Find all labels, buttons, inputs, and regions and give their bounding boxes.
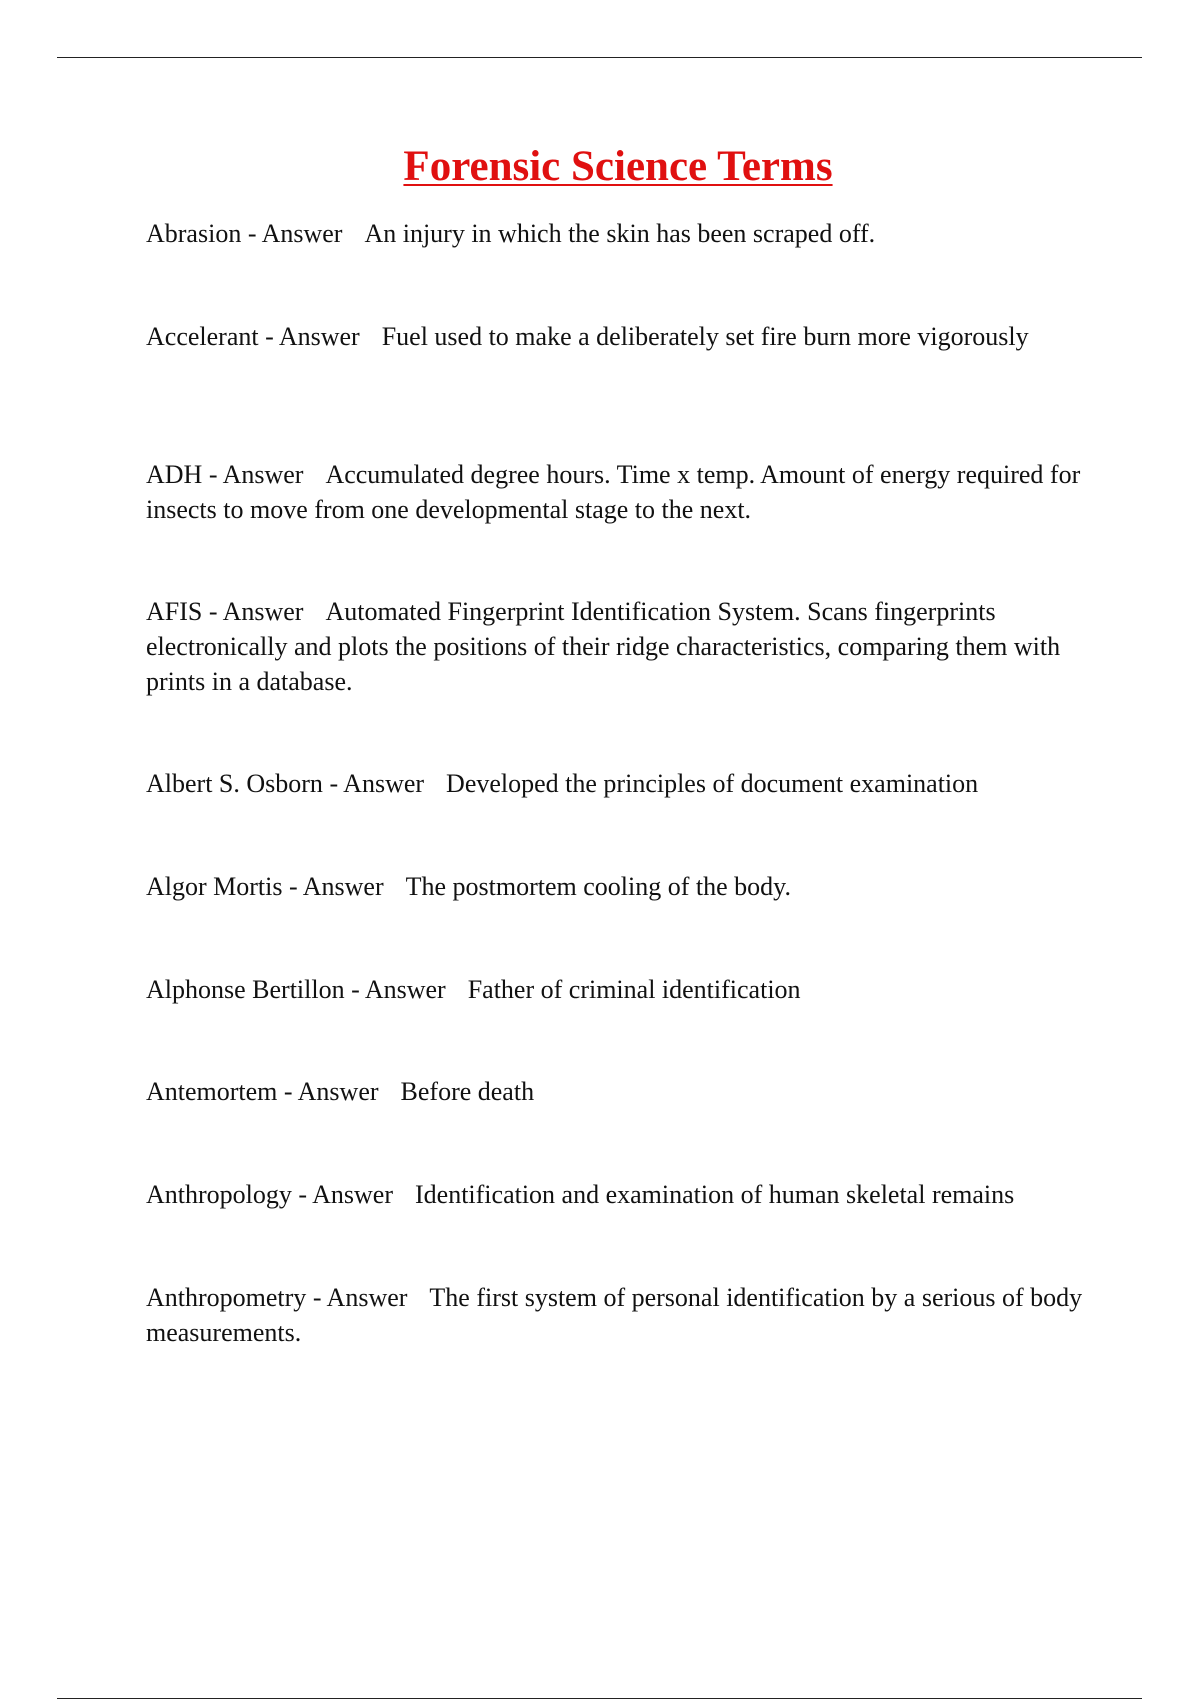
answer-label: Answer xyxy=(343,769,425,798)
answer-label: Answer xyxy=(222,597,304,626)
answer-label: Answer xyxy=(222,460,304,489)
definition: The postmortem cooling of the body. xyxy=(405,872,791,901)
definition: The first system of personal identification by a serious of body measurements. xyxy=(146,1283,1083,1347)
term: Alphonse Bertillon xyxy=(146,975,345,1004)
term: ADH xyxy=(146,460,203,489)
term-entry: AFIS - Answer Automated Fingerprint Identification System. Scans fingerprints electronically and plots the positions of their ridge characteristics, comparing them with prints in a database. xyxy=(146,597,1061,696)
term-entry: Abrasion - Answer An injury in which the skin has been scraped off. xyxy=(146,219,876,248)
term: Accelerant xyxy=(146,322,259,351)
answer-label: Answer xyxy=(302,872,384,901)
definition: Fuel used to make a deliberately set fire burn more vigorously xyxy=(381,322,1029,351)
term: Anthropology xyxy=(146,1180,292,1209)
answer-label: Answer xyxy=(297,1077,379,1106)
term-entry: Accelerant - Answer Fuel used to make a deliberately set fire burn more vigorously xyxy=(146,322,1029,351)
term: Antemortem xyxy=(146,1077,278,1106)
term-entry: Antemortem - Answer Before death xyxy=(146,1077,535,1106)
term: Anthropometry xyxy=(146,1283,307,1312)
definition: Before death xyxy=(400,1077,535,1106)
answer-label: Answer xyxy=(326,1283,408,1312)
definition: An injury in which the skin has been scraped off. xyxy=(364,219,876,248)
answer-label: Answer xyxy=(364,975,446,1004)
term-entry: Albert S. Osborn - Answer Developed the principles of document examination xyxy=(146,769,979,798)
term: AFIS xyxy=(146,597,203,626)
term-entry: Alphonse Bertillon - Answer Father of criminal identification xyxy=(146,975,801,1004)
header-divider xyxy=(57,57,1142,58)
term-entry: Anthropometry - Answer The first system of personal identification by a serious of body measurements. xyxy=(146,1283,1083,1347)
term: Albert S. Osborn xyxy=(146,769,323,798)
footer-divider xyxy=(57,1698,1142,1699)
term-entry: Algor Mortis - Answer The postmortem cooling of the body. xyxy=(146,872,791,901)
term: Algor Mortis xyxy=(146,872,283,901)
definition: Developed the principles of document examination xyxy=(446,769,979,798)
term-entry: Anthropology - Answer Identification and examination of human skeletal remains xyxy=(146,1180,1015,1209)
definition: Automated Fingerprint Identification System. Scans fingerprints electronically and plots the positions of their ridge characteristics, comparing them with prints in a database. xyxy=(146,597,1061,696)
term-entry: ADH - Answer Accumulated degree hours. Time x temp. Amount of energy required for insects to move from one developmental stage to the next. xyxy=(146,460,1081,524)
answer-label: Answer xyxy=(278,322,360,351)
term: Abrasion xyxy=(146,219,242,248)
answer-label: Answer xyxy=(312,1180,393,1209)
definition: Identification and examination of human skeletal remains xyxy=(415,1180,1015,1209)
definition: Father of criminal identification xyxy=(467,975,801,1004)
page-title: Forensic Science Terms xyxy=(403,143,833,190)
answer-label: Answer xyxy=(261,219,343,248)
definition: Accumulated degree hours. Time x temp. Amount of energy required for insects to move from one developmental stage to the next. xyxy=(146,460,1081,524)
